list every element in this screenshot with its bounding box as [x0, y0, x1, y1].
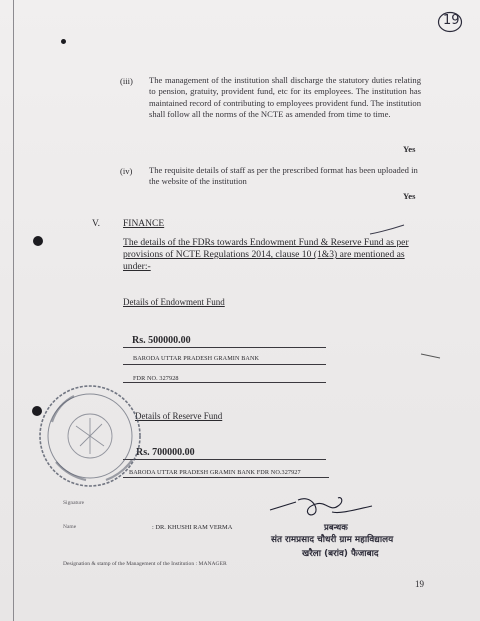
ink-mark [61, 39, 66, 44]
designation-line: Designation & stamp of the Management of the Institution : MANAGER [63, 561, 227, 567]
section-intro-line: provisions of NCTE Regulations 2014, clause 10 (1&3) are mentioned as [123, 249, 405, 260]
stamp-title: प्रबन्धक [324, 523, 348, 533]
divider [123, 347, 326, 348]
item-text: The management of the institution shall discharge the statutory duties relating to pension, gratuity, provident fund, etc for its employees. The institution has maintained record of contributing to employees provident fund. The institution shall follow all the norms of the NCTE as amended from time to time. [149, 75, 421, 119]
item-number: (iii) [120, 76, 133, 86]
divider [123, 459, 326, 460]
stamp-institution-line: संत रामप्रसाद चौधरी ग्राम महाविद्यालय [271, 535, 394, 545]
divider [123, 364, 326, 365]
stamp-location-line: खरैला (बरांव) फैजाबाद [302, 549, 379, 559]
reserve-amount: Rs. 700000.00 [136, 447, 195, 458]
reserve-bank-fdr: BARODA UTTAR PRADESH GRAMIN BANK FDR NO.327927 [129, 469, 301, 476]
pen-tick-mark [368, 223, 406, 237]
handwritten-signature [268, 492, 378, 520]
reserve-heading: Details of Reserve Fund [135, 411, 223, 421]
stray-mark [420, 352, 442, 360]
section-intro-line: The details of the FDRs towards Endowment Fund & Reserve Fund as per [123, 237, 409, 248]
page-marker-text: 19 [443, 13, 460, 28]
signature-label: Signature [63, 500, 85, 506]
section-intro-line: under:- [123, 261, 151, 272]
punch-hole [33, 236, 43, 246]
item-number: (iv) [120, 166, 133, 176]
divider [123, 477, 329, 478]
endowment-bank: BARODA UTTAR PRADESH GRAMIN BANK [133, 355, 260, 362]
name-label: Name [63, 524, 77, 530]
endowment-heading: Details of Endowment Fund [123, 297, 225, 307]
name-value: : DR. KHUSHI RAM VERMA [152, 524, 233, 531]
item-answer: Yes [403, 144, 416, 154]
page-number: 19 [415, 579, 424, 589]
endowment-amount: Rs. 500000.00 [132, 335, 191, 346]
page-edge-line [13, 0, 14, 621]
endowment-fdr: FDR NO. 327928 [133, 375, 179, 382]
section-title: FINANCE [123, 219, 165, 229]
institution-seal-stamp [36, 382, 144, 490]
divider [123, 382, 326, 383]
item-text: The requisite details of staff as per the prescribed format has been uploaded in the website of the institution [149, 165, 418, 187]
item-answer: Yes [403, 191, 416, 201]
section-number: V. [92, 219, 101, 229]
